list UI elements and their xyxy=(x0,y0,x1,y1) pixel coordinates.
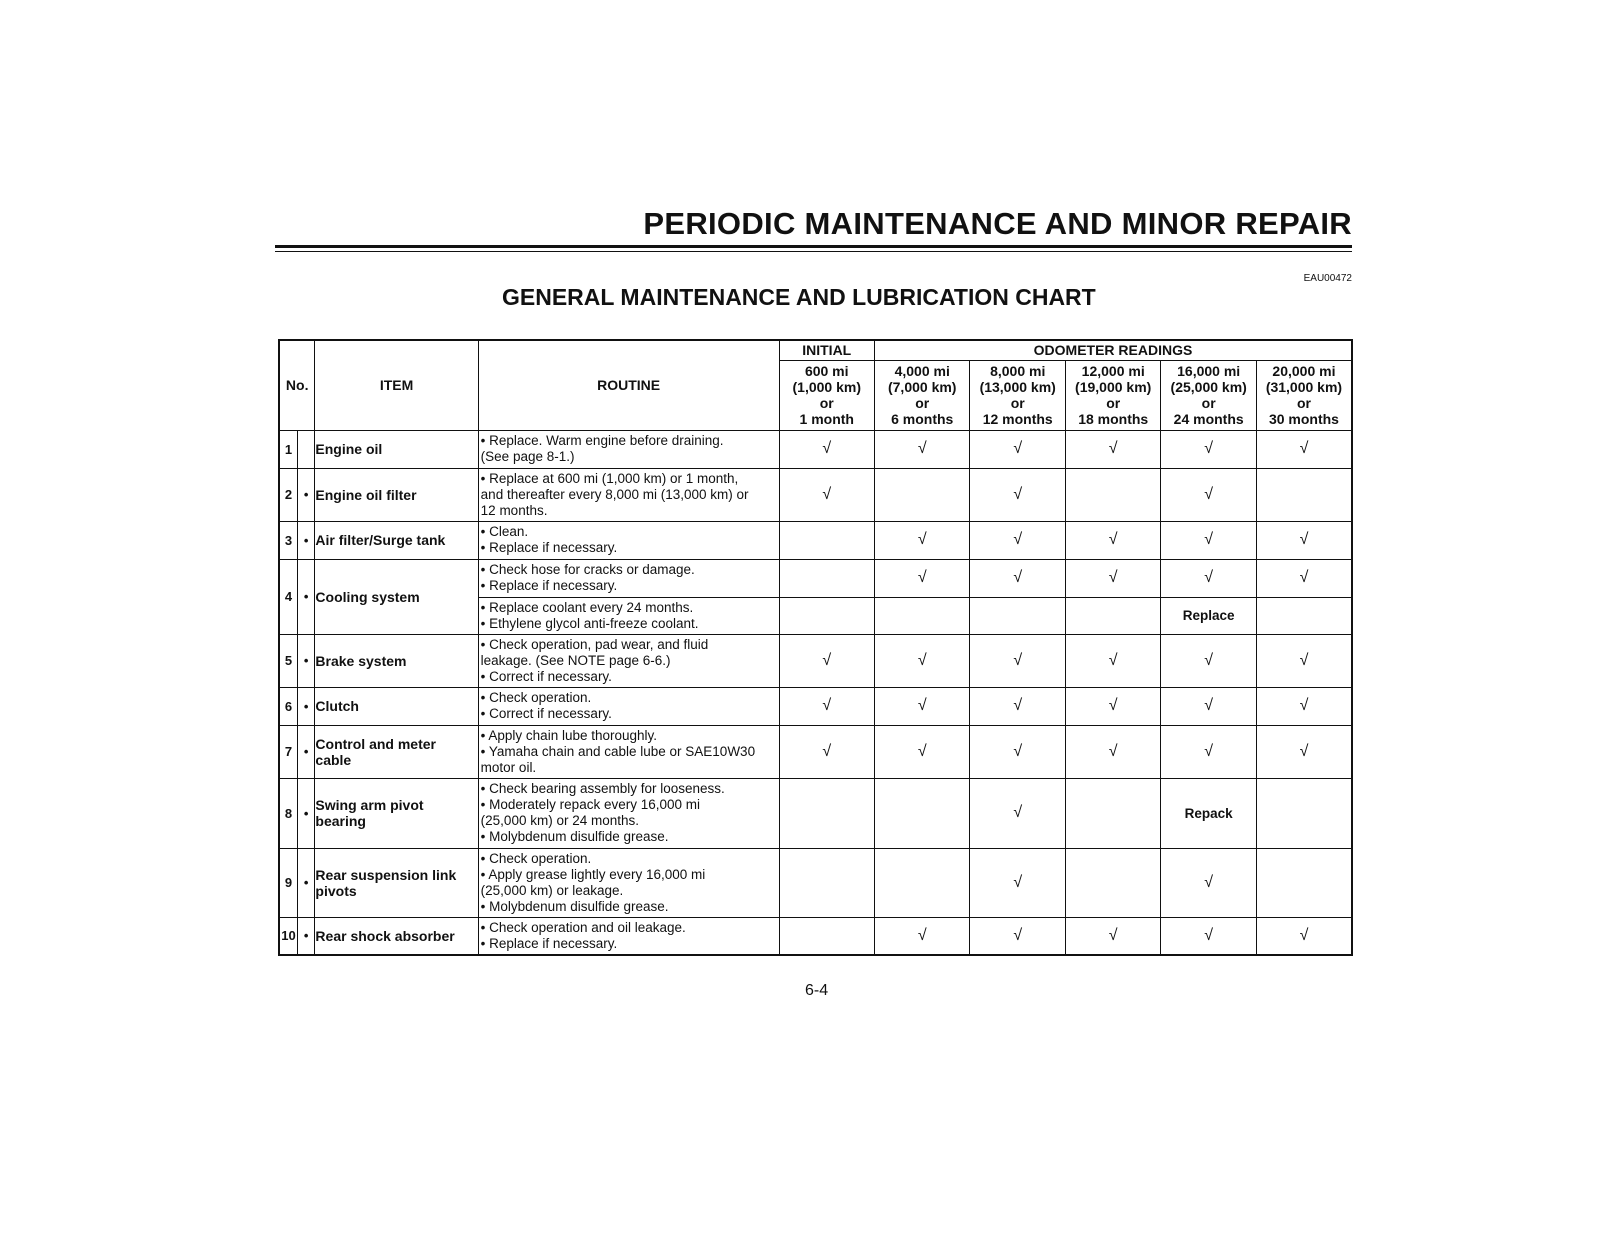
routine-cell xyxy=(478,430,779,468)
interval-mark-cell: √ xyxy=(1161,559,1256,597)
interval-mark-cell: √ xyxy=(874,521,969,559)
interval-mark-cell xyxy=(874,778,969,848)
interval-mark-cell: √ xyxy=(1065,559,1160,597)
dealer-service-marker xyxy=(297,430,314,468)
item-name-line: Air filter/Surge tank xyxy=(315,532,446,548)
interval-mark-cell: √ xyxy=(1161,430,1256,468)
interval-mark-cell: √ xyxy=(874,559,969,597)
table-row xyxy=(279,468,1352,521)
interval-mark-cell: √ xyxy=(1161,687,1256,725)
routine-line: leakage. (See NOTE page 6-6.) xyxy=(480,652,671,668)
item-name-line: Swing arm pivot xyxy=(315,797,424,813)
dealer-service-marker: • xyxy=(297,634,314,687)
column-header-no: No. xyxy=(279,340,315,430)
item-name-line: Rear suspension link xyxy=(315,866,457,883)
item-name xyxy=(315,917,478,955)
interval-or: or xyxy=(819,395,834,411)
interval-mark-cell: √ xyxy=(1161,917,1256,955)
interval-mi: 8,000 mi xyxy=(990,363,1046,379)
interval-or: or xyxy=(1010,395,1025,411)
column-header-odometer-readings: ODOMETER READINGS xyxy=(874,340,1352,360)
column-header-routine: ROUTINE xyxy=(478,340,779,430)
dealer-service-marker: • xyxy=(297,917,314,955)
header-rule-thick xyxy=(275,245,1352,248)
routine-line: • Molybdenum disulfide grease. xyxy=(480,898,669,914)
routine-line: (25,000 km) or leakage. xyxy=(480,882,624,898)
interval-mark-cell: Repack xyxy=(1161,778,1256,848)
interval-time: 24 months xyxy=(1173,411,1244,427)
interval-mark-cell xyxy=(779,597,874,634)
item-name-line: Control and meter xyxy=(315,735,436,752)
document-code: EAU00472 xyxy=(1303,273,1352,284)
interval-km: (19,000 km) xyxy=(1075,379,1152,395)
table-row xyxy=(279,687,1352,725)
interval-mark-cell: √ xyxy=(970,687,1065,725)
interval-time: 6 months xyxy=(891,411,954,427)
item-name-line: Clutch xyxy=(315,698,359,714)
routine-cell xyxy=(478,725,779,778)
interval-mark-cell xyxy=(779,521,874,559)
row-number: 5 xyxy=(279,634,297,687)
interval-mark-cell xyxy=(1065,597,1160,634)
dealer-service-marker: • xyxy=(297,778,314,848)
interval-header xyxy=(1161,360,1256,430)
row-number: 9 xyxy=(279,848,297,917)
routine-cell xyxy=(478,634,779,687)
interval-km: (31,000 km) xyxy=(1265,379,1343,395)
routine-line: • Clean. xyxy=(480,524,529,539)
maintenance-chart-table xyxy=(278,339,1353,956)
interval-km: (13,000 km) xyxy=(979,379,1056,395)
header-rule-thin xyxy=(275,251,1352,252)
item-name xyxy=(315,430,478,468)
routine-line: • Check hose for cracks or damage. xyxy=(480,562,695,577)
routine-cell xyxy=(478,778,779,848)
interval-mark-cell: √ xyxy=(1065,725,1160,778)
interval-time: 18 months xyxy=(1078,411,1149,427)
interval-header xyxy=(874,360,969,430)
row-number: 8 xyxy=(279,778,297,848)
interval-time: 12 months xyxy=(982,411,1053,427)
table-row xyxy=(279,634,1352,687)
interval-mi: 20,000 mi xyxy=(1272,363,1336,379)
interval-km: (7,000 km) xyxy=(887,379,957,395)
interval-mark-cell: √ xyxy=(1161,848,1256,917)
interval-mark-cell: √ xyxy=(970,848,1065,917)
routine-line: • Check operation and oil leakage. xyxy=(480,919,686,935)
routine-line: • Check operation, pad wear, and fluid xyxy=(480,636,709,652)
interval-mark-cell: √ xyxy=(1256,634,1352,687)
interval-mark-cell: √ xyxy=(874,917,969,955)
interval-mark-cell xyxy=(779,848,874,917)
item-name xyxy=(315,634,478,687)
interval-mark-cell xyxy=(874,468,969,521)
interval-mark-cell: √ xyxy=(970,634,1065,687)
interval-mark-cell: √ xyxy=(1256,725,1352,778)
interval-mark-cell xyxy=(1065,848,1160,917)
table-row xyxy=(279,725,1352,778)
page-title: PERIODIC MAINTENANCE AND MINOR REPAIR xyxy=(643,206,1352,241)
interval-mark-cell: √ xyxy=(779,634,874,687)
routine-cell xyxy=(478,521,779,559)
interval-mark-cell xyxy=(1065,468,1160,521)
interval-header xyxy=(1065,360,1160,430)
routine-line: • Check bearing assembly for looseness. xyxy=(480,781,725,796)
interval-mark-cell xyxy=(779,559,874,597)
interval-time: 1 month xyxy=(799,411,854,427)
item-name-line: bearing xyxy=(315,813,366,829)
routine-line: • Ethylene glycol anti-freeze coolant. xyxy=(480,615,699,631)
item-name xyxy=(315,848,478,917)
item-name-line: Engine oil filter xyxy=(315,486,417,503)
interval-mark-cell: √ xyxy=(970,468,1065,521)
item-name xyxy=(315,778,478,848)
interval-mark-cell: √ xyxy=(1065,634,1160,687)
routine-line: • Yamaha chain and cable lube or SAE10W30 xyxy=(480,743,756,759)
interval-mark-cell: √ xyxy=(874,725,969,778)
chart-title: GENERAL MAINTENANCE AND LUBRICATION CHART xyxy=(502,284,1096,310)
interval-mi: 16,000 mi xyxy=(1177,363,1241,379)
interval-mark-cell: √ xyxy=(779,725,874,778)
interval-mark-cell xyxy=(874,597,969,634)
interval-mark-cell xyxy=(970,597,1065,634)
interval-header xyxy=(779,360,874,430)
row-number: 2 xyxy=(279,468,297,521)
interval-mark-cell: √ xyxy=(779,430,874,468)
routine-line: and thereafter every 8,000 mi (13,000 km) or xyxy=(480,486,749,502)
item-name-line: cable xyxy=(315,751,352,768)
routine-line: • Replace if necessary. xyxy=(480,578,618,593)
interval-mark-cell: √ xyxy=(1161,634,1256,687)
row-number: 10 xyxy=(279,917,297,955)
row-number: 7 xyxy=(279,725,297,778)
interval-mi: 12,000 mi xyxy=(1081,363,1145,379)
routine-line: (25,000 km) or 24 months. xyxy=(480,813,639,828)
interval-mark-cell: √ xyxy=(874,687,969,725)
interval-mark-cell: √ xyxy=(1065,687,1160,725)
item-name-line: Cooling system xyxy=(315,588,420,605)
interval-mi: 4,000 mi xyxy=(894,363,950,379)
interval-mark-cell: √ xyxy=(1065,521,1160,559)
dealer-service-marker: • xyxy=(297,725,314,778)
interval-mark-cell: √ xyxy=(970,917,1065,955)
interval-mark-cell xyxy=(779,778,874,848)
column-header-initial: INITIAL xyxy=(779,340,874,360)
routine-line: • Replace at 600 mi (1,000 km) or 1 month, xyxy=(480,470,739,486)
interval-mark-cell: √ xyxy=(970,725,1065,778)
routine-cell xyxy=(478,468,779,521)
item-name xyxy=(315,559,478,634)
routine-cell xyxy=(478,559,779,597)
interval-time: 30 months xyxy=(1268,411,1339,427)
interval-mark-cell: √ xyxy=(874,634,969,687)
row-number: 1 xyxy=(279,430,297,468)
item-name xyxy=(315,521,478,559)
dealer-service-marker: • xyxy=(297,848,314,917)
item-name-line: Rear shock absorber xyxy=(315,927,455,944)
routine-line: • Correct if necessary. xyxy=(480,706,612,721)
routine-line: 12 months. xyxy=(480,502,548,518)
routine-line: • Replace if necessary. xyxy=(480,935,618,951)
routine-line: • Apply grease lightly every 16,000 mi xyxy=(480,866,706,882)
routine-line: • Molybdenum disulfide grease. xyxy=(480,829,669,844)
interval-mark-cell: √ xyxy=(1256,521,1352,559)
interval-mark-cell: √ xyxy=(970,430,1065,468)
routine-line: • Apply chain lube thoroughly. xyxy=(480,727,658,743)
dealer-service-marker: • xyxy=(297,559,314,634)
routine-line: (See page 8-1.) xyxy=(480,449,575,464)
interval-mark-cell xyxy=(779,917,874,955)
interval-mark-cell xyxy=(1256,778,1352,848)
routine-line: motor oil. xyxy=(480,759,537,775)
routine-cell xyxy=(478,917,779,955)
routine-line: • Replace. Warm engine before draining. xyxy=(480,433,724,448)
interval-mi: 600 mi xyxy=(804,363,849,379)
item-name-line: Brake system xyxy=(315,652,407,669)
interval-or: or xyxy=(1201,395,1216,411)
table-row xyxy=(279,917,1352,955)
routine-cell xyxy=(478,848,779,917)
interval-mark-cell xyxy=(1256,848,1352,917)
interval-or: or xyxy=(915,395,930,411)
interval-km: (1,000 km) xyxy=(792,379,861,395)
item-name xyxy=(315,725,478,778)
routine-cell xyxy=(478,597,779,634)
dealer-service-marker: • xyxy=(297,468,314,521)
interval-header xyxy=(1256,360,1352,430)
interval-mark-cell: √ xyxy=(1256,687,1352,725)
item-name xyxy=(315,687,478,725)
column-header-item: ITEM xyxy=(315,340,478,430)
interval-mark-cell: √ xyxy=(1065,430,1160,468)
row-number: 4 xyxy=(279,559,297,634)
table-row xyxy=(279,778,1352,848)
interval-mark-cell: √ xyxy=(1065,917,1160,955)
interval-mark-cell xyxy=(1065,778,1160,848)
interval-mark-cell: √ xyxy=(1161,521,1256,559)
maintenance-rows xyxy=(279,430,1352,955)
interval-mark-cell: √ xyxy=(779,468,874,521)
dealer-service-marker: • xyxy=(297,687,314,725)
table-row xyxy=(279,559,1352,597)
interval-mark-cell: √ xyxy=(970,521,1065,559)
interval-mark-cell: √ xyxy=(1161,725,1256,778)
interval-or: or xyxy=(1106,395,1121,411)
table-row xyxy=(279,430,1352,468)
page-number: 6-4 xyxy=(805,982,829,999)
interval-mark-cell: √ xyxy=(1256,430,1352,468)
interval-mark-cell: √ xyxy=(970,559,1065,597)
interval-mark-cell: √ xyxy=(1256,559,1352,597)
interval-header xyxy=(970,360,1065,430)
table-row xyxy=(279,848,1352,917)
routine-line: • Correct if necessary. xyxy=(480,668,612,684)
routine-cell xyxy=(478,687,779,725)
interval-mark-cell: √ xyxy=(1161,468,1256,521)
routine-line: • Check operation. xyxy=(480,850,592,866)
dealer-service-marker: • xyxy=(297,521,314,559)
interval-mark-cell: √ xyxy=(779,687,874,725)
interval-mark-cell: √ xyxy=(874,430,969,468)
interval-mark-cell: √ xyxy=(1256,917,1352,955)
interval-km: (25,000 km) xyxy=(1170,379,1247,395)
interval-mark-cell xyxy=(1256,597,1352,634)
interval-mark-cell: √ xyxy=(970,778,1065,848)
interval-mark-cell: Replace xyxy=(1161,597,1256,634)
routine-line: • Replace if necessary. xyxy=(480,540,618,555)
interval-mark-cell xyxy=(1256,468,1352,521)
interval-mark-cell xyxy=(874,848,969,917)
row-number: 6 xyxy=(279,687,297,725)
routine-line: • Check operation. xyxy=(480,690,592,705)
item-name xyxy=(315,468,478,521)
table-row xyxy=(279,521,1352,559)
interval-or: or xyxy=(1296,395,1311,411)
routine-line: • Replace coolant every 24 months. xyxy=(480,599,694,615)
item-name-line: Engine oil xyxy=(315,441,383,457)
item-name-line: pivots xyxy=(315,882,357,899)
routine-line: • Moderately repack every 16,000 mi xyxy=(480,797,701,812)
row-number: 3 xyxy=(279,521,297,559)
